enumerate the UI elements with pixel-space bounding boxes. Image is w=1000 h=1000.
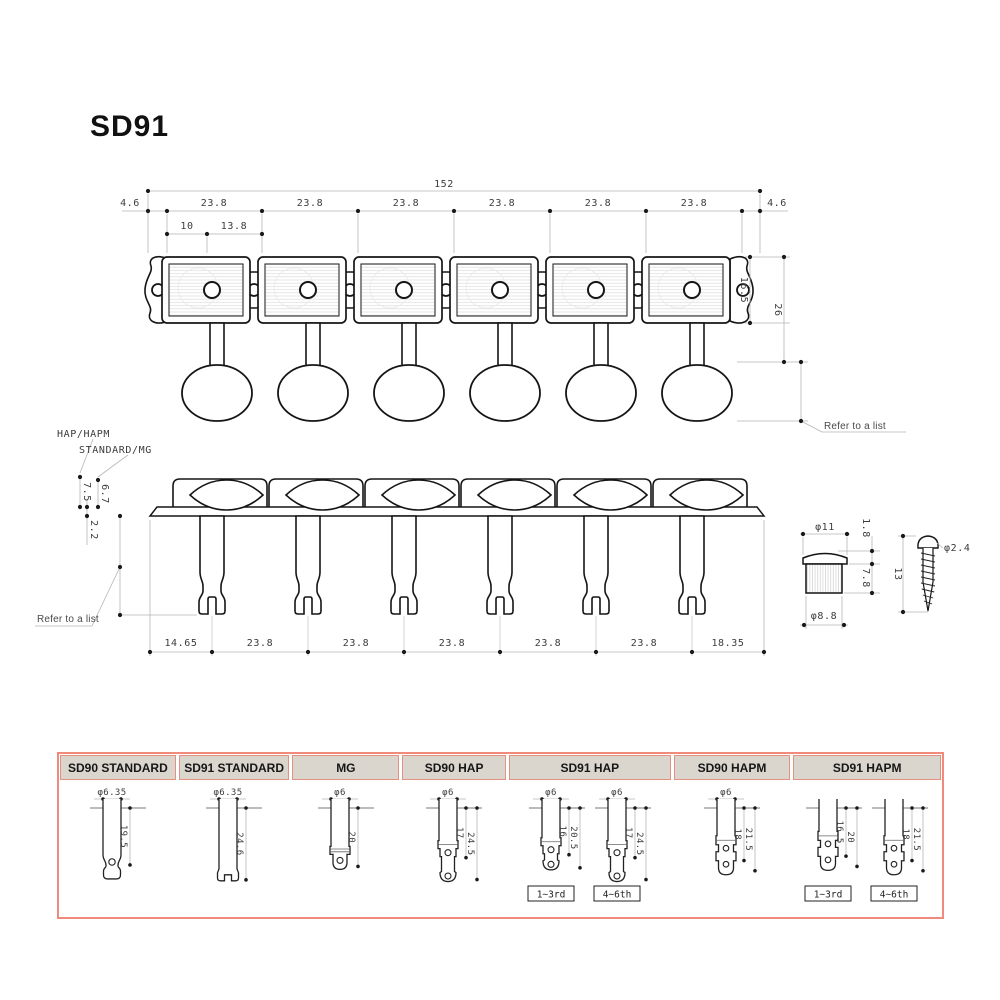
dim-button-std: 6.7 <box>99 484 110 504</box>
post-dia-label: φ6.35 <box>213 788 243 798</box>
dim-plate-height: 16.5 <box>738 276 749 304</box>
button-stem <box>690 323 704 367</box>
post-drawing-lock <box>702 782 762 917</box>
post-length-label: 18 <box>731 828 742 841</box>
dim-hole-offset: 10 <box>180 221 194 232</box>
dim-total-width: 152 <box>434 179 454 190</box>
post-dia-label: φ6 <box>334 788 346 798</box>
dim-pitch-1: 23.8 <box>200 198 228 209</box>
button-stem <box>306 323 320 367</box>
column-header-2: MG <box>292 755 399 780</box>
spec-table-header <box>59 754 942 780</box>
post-dia-label: φ6 <box>720 788 732 798</box>
side-view-string-posts <box>199 516 705 614</box>
post-drawing-ring <box>316 782 376 917</box>
spec-table-body <box>59 780 942 917</box>
string-post-hole <box>492 282 508 298</box>
string-range-tag: 1~3rd <box>536 889 566 901</box>
screw-detail <box>918 536 938 611</box>
model-spec-table <box>57 752 944 919</box>
tuner-button <box>278 365 348 421</box>
post-length-label: 24.6 <box>234 832 245 856</box>
column-header-4: SD91 HAP <box>509 755 671 780</box>
post-dia-label: φ6.35 <box>97 788 127 798</box>
dim-pitch-b2: 23.8 <box>342 638 370 649</box>
screw-dia: φ2.4 <box>944 543 971 554</box>
dim-pitch-3: 23.8 <box>392 198 420 209</box>
dim-end-right: 4.6 <box>767 198 787 209</box>
post-length-label: 24.5 <box>633 832 644 856</box>
post-dia-label: φ6 <box>544 788 557 798</box>
post-length-label: 20.5 <box>567 826 578 850</box>
dim-pitch-4: 23.8 <box>488 198 516 209</box>
string-post-side <box>487 516 513 614</box>
label-hap-hapm: HAP/HAPM <box>57 429 110 440</box>
bushing-bottom-dia: φ8.8 <box>810 611 838 622</box>
string-post-hole <box>300 282 316 298</box>
button-stem <box>498 323 512 367</box>
string-post-side <box>679 516 705 614</box>
post-length-label: 24.5 <box>465 832 476 856</box>
column-header-0: SD90 STANDARD <box>60 755 176 780</box>
dim-left-margin: 14.65 <box>164 638 198 649</box>
string-range-tag: 1~3rd <box>813 889 843 901</box>
column-cell-0 <box>60 780 176 917</box>
string-range-tag: 4~6th <box>879 889 909 901</box>
post-drawing-split <box>527 782 587 917</box>
post-drawing-plain <box>88 782 148 917</box>
dim-right-margin: 18.35 <box>711 638 745 649</box>
post-drawing-split <box>593 782 653 917</box>
string-post-hole <box>684 282 700 298</box>
post-length-label: 21.5 <box>742 827 753 852</box>
string-post-side <box>295 516 321 614</box>
column-cell-6 <box>793 780 941 917</box>
string-post-side <box>199 516 225 614</box>
column-header-3: SD90 HAP <box>402 755 506 780</box>
column-cell-5 <box>674 780 791 917</box>
post-length-label: 19.5 <box>117 824 128 849</box>
post-length-label: 17 <box>622 826 633 839</box>
string-post-side <box>391 516 417 614</box>
post-length-label: 21.5 <box>911 827 922 852</box>
dim-pitch-b3: 23.8 <box>438 638 466 649</box>
bushing-detail <box>803 554 847 594</box>
post-length-label: 17 <box>454 826 465 839</box>
string-post-hole <box>204 282 220 298</box>
dim-plate-thickness: 2.2 <box>88 520 99 540</box>
post-length-label: 16.5 <box>834 820 845 844</box>
refer-note-top: Refer to a list <box>824 421 886 432</box>
tuner-button <box>470 365 540 421</box>
tuner-button <box>662 365 732 421</box>
bushing-lip: 1.8 <box>860 518 871 538</box>
post-drawing-fork <box>204 782 264 917</box>
tuner-button <box>182 365 252 421</box>
dim-pitch-b1: 23.8 <box>246 638 274 649</box>
top-view-buttons <box>182 365 732 421</box>
post-drawing-lock <box>870 782 930 917</box>
string-post-side <box>583 516 609 614</box>
string-post-hole <box>588 282 604 298</box>
dim-pitch-2: 23.8 <box>296 198 324 209</box>
dim-pitch-5: 23.8 <box>584 198 612 209</box>
post-drawing-lock <box>804 782 864 917</box>
column-header-1: SD91 STANDARD <box>179 755 290 780</box>
post-length-label: 18 <box>900 828 911 841</box>
button-stem <box>594 323 608 367</box>
bushing-top-dia: φ11 <box>815 522 835 533</box>
dim-overall-height: 26 <box>772 303 783 317</box>
column-cell-3 <box>402 780 506 917</box>
dim-pitch-6: 23.8 <box>680 198 708 209</box>
label-standard-mg: STANDARD/MG <box>79 445 152 456</box>
post-dia-label: φ6 <box>610 788 623 798</box>
dim-hole-span: 13.8 <box>220 221 248 232</box>
bushing-body-height: 7.8 <box>860 568 871 588</box>
post-length-label: 20 <box>845 831 856 844</box>
column-header-5: SD90 HAPM <box>674 755 791 780</box>
post-length-label: 20 <box>345 831 356 844</box>
dim-end-left: 4.6 <box>120 198 140 209</box>
dim-pitch-b4: 23.8 <box>534 638 562 649</box>
column-cell-1 <box>179 780 290 917</box>
column-cell-4 <box>509 780 671 917</box>
tuner-button <box>374 365 444 421</box>
column-cell-2 <box>292 780 399 917</box>
tuner-button <box>566 365 636 421</box>
page-title: SD91 <box>90 110 170 143</box>
top-view-stems <box>210 323 704 367</box>
button-stem <box>402 323 416 367</box>
string-range-tag: 4~6th <box>602 889 632 901</box>
column-header-6: SD91 HAPM <box>793 755 941 780</box>
screw-length: 13 <box>892 567 903 581</box>
button-stem <box>210 323 224 367</box>
refer-note-bottom: Refer to a list <box>37 614 99 625</box>
dim-pitch-b5: 23.8 <box>630 638 658 649</box>
post-length-label: 16 <box>556 825 567 838</box>
string-post-hole <box>396 282 412 298</box>
dim-button-hap: 7.5 <box>81 482 92 502</box>
post-dia-label: φ6 <box>442 788 454 798</box>
post-drawing-split <box>424 782 484 917</box>
